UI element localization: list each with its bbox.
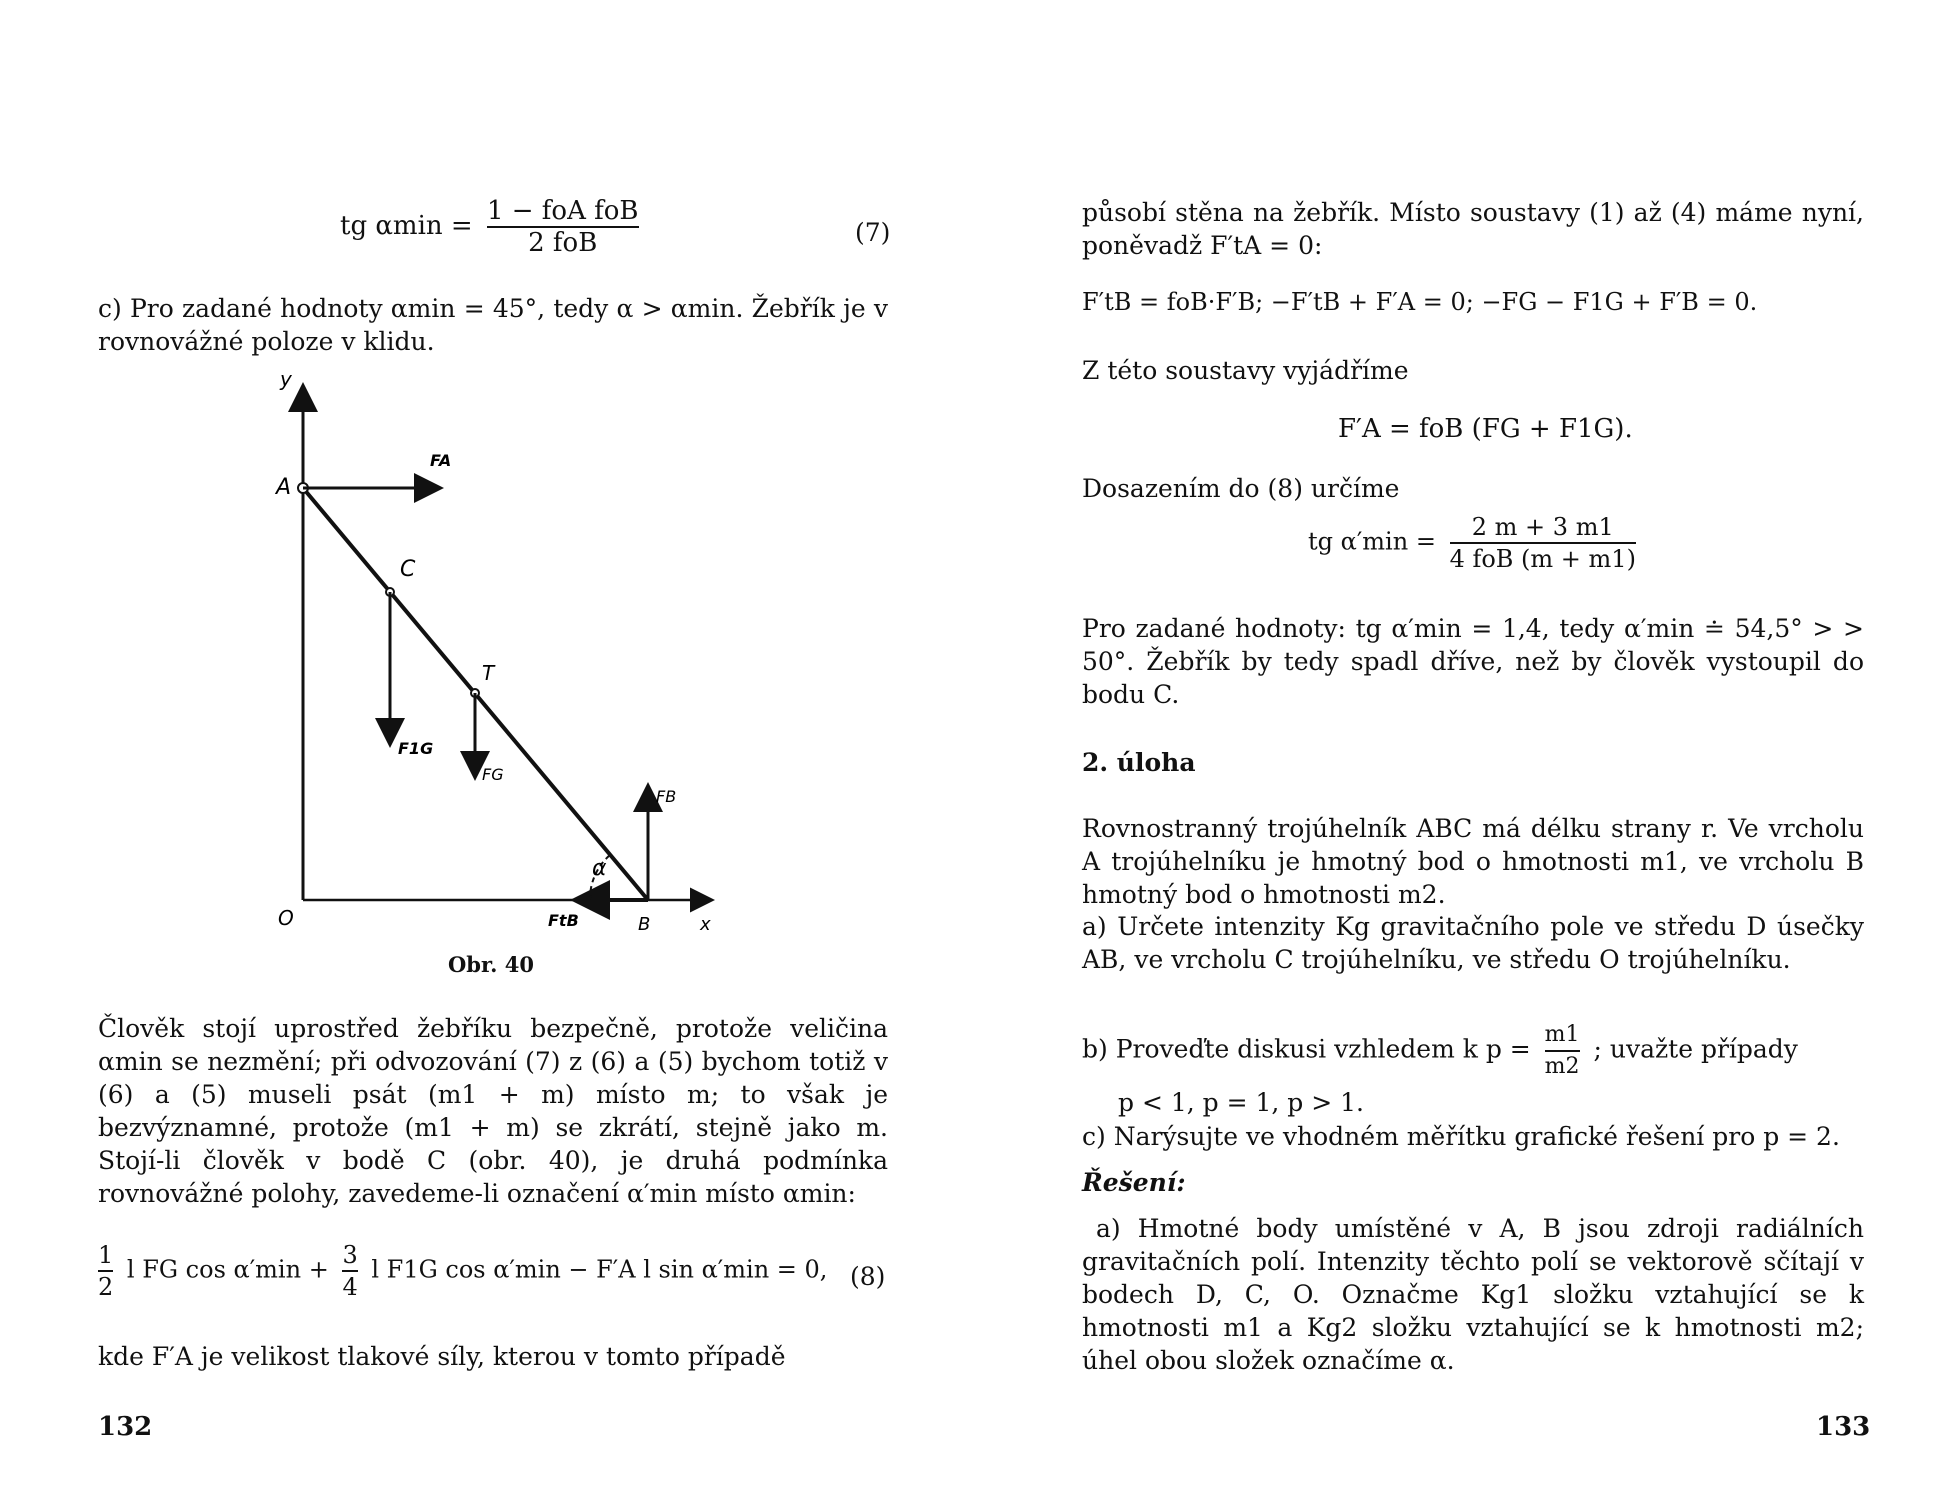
paragraph-triangle: Rovnostranný trojúhelník ABC má délku strany r. Ve vrcholu A trojúhelníku je hmotný bod o hmotnosti m1, ve vrcholu B hmotný bod o hmotnosti m2. [1082, 814, 1864, 909]
equation-number: (8) [850, 1262, 886, 1291]
fraction-denominator: m2 [1545, 1050, 1580, 1082]
equation-7 [340, 196, 645, 258]
fraction-numerator: 1 − foA foB [486, 196, 639, 226]
label-y: y [280, 370, 292, 391]
equation-lhs: tg α′min = [1308, 527, 1436, 556]
paragraph-dosazenim: Dosazením do (8) určíme [1082, 474, 1400, 503]
label-f1g: F1G [398, 739, 434, 758]
label-fa: FA [430, 451, 452, 470]
task-item-b [1082, 1020, 1864, 1082]
label-a: A [276, 475, 292, 500]
equation-lhs: tg αmin = [340, 211, 473, 241]
fraction-denominator: 2 foB [487, 226, 639, 258]
fraction-numerator: 3 [342, 1241, 358, 1269]
figure-caption: Obr. 40 [448, 952, 534, 977]
label-alpha: α [592, 856, 607, 881]
paragraph-top: působí stěna na žebřík. Místo soustavy (1) až (4) máme nyní, poněvadž F′tA = 0: [1082, 198, 1864, 260]
label-fg: FG [482, 765, 504, 784]
label-x: x [700, 914, 711, 930]
equation-fa: F′A = foB (FG + F1G). [1338, 414, 1633, 444]
fraction-denominator: 4 foB (m + m1) [1450, 542, 1636, 574]
fraction-numerator: 1 [98, 1241, 114, 1269]
label-fb: FB [656, 787, 677, 806]
fraction-denominator: 2 [98, 1270, 113, 1302]
equation-system: F′tB = foB·F′B; −F′tB + F′A = 0; −FG − F1G + F′B = 0. [1082, 288, 1758, 316]
equation-fraction [342, 1240, 357, 1302]
paragraph-solution: a) Hmotné body umístěné v A, B jsou zdroji radiálních gravitačních polí. Intenzity těchto polí se vektorově sčítají v bodech D, C, O. Označme Kg1 složku vztahující se k hmotnosti m1 a Kg2 složku vztahující se k hmotnosti m2; úhel obou složek označíme α. [1082, 1214, 1864, 1375]
task-b-text: ; uvažte případy [1593, 1034, 1798, 1064]
equation-tg [1308, 512, 1642, 574]
section-heading: 2. úloha [1082, 748, 1196, 777]
paragraph-man: Člověk stojí uprostřed žebříku bezpečně, protože veličina αmin se nezmění; při odvozování (7) z (6) a (5) bychom totiž v (6) a (5) museli psát (m1 + m) místo m; to však je bezvýznamné, protože (m1 + m) se zkrátí, stejně jako m. Stojí-li člověk v bodě C (obr. 40), je druhá podmínka rovnovážné polohy, zavedeme-li označení α′min místo αmin: [98, 1014, 888, 1208]
paragraph-c: c) Pro zadané hodnoty αmin = 45°, tedy α > αmin. Žebřík je v rovnovážné poloze v klidu. [98, 294, 888, 356]
fraction-numerator: 2 m + 3 m1 [1471, 513, 1614, 541]
task-item-b-cases: p < 1, p = 1, p > 1. [1118, 1088, 1364, 1117]
paragraph-z: Z této soustavy vyjádříme [1082, 356, 1409, 385]
equation-fraction [98, 1240, 113, 1302]
paragraph-pro: Pro zadané hodnoty: tg α′min = 1,4, tedy α′min ≐ 54,5° > > 50°. Žebřík by tedy spadl dříve, než by člověk vystoupil do bodu C. [1082, 614, 1864, 709]
equation-fraction [1545, 1020, 1580, 1082]
task-b-text: b) Proveďte diskusi vzhledem k p = [1082, 1034, 1531, 1064]
task-item-a: a) Určete intenzity Kg gravitačního pole ve středu D úsečky AB, ve vrcholu C trojúhelníku, ve středu O trojúhelníku. [1082, 912, 1864, 974]
equation-fraction [1450, 512, 1636, 574]
equation-term: l F1G cos α′min − F′A l sin α′min = 0, [371, 1255, 828, 1284]
fraction-numerator: m1 [1544, 1022, 1580, 1047]
label-o: O [278, 906, 294, 930]
label-t: T [482, 661, 495, 685]
equation-term: l FG cos α′min + [126, 1255, 329, 1284]
page-number: 133 [1816, 1412, 1871, 1442]
fraction-denominator: 4 [342, 1270, 357, 1302]
equation-8 [92, 1240, 827, 1302]
task-item-c: c) Narýsujte ve vhodném měřítku grafické řešení pro p = 2. [1082, 1122, 1840, 1151]
label-ftb: FtB [548, 911, 579, 930]
equation-number: (7) [855, 218, 891, 247]
solution-label: Řešení: [1082, 1168, 1186, 1197]
label-b: B [638, 914, 651, 930]
right-page [978, 0, 1956, 1500]
label-c: C [400, 557, 416, 582]
paragraph-kde: kde F′A je velikost tlakové síly, kterou v tomto případě [98, 1342, 786, 1371]
ladder-figure [250, 370, 730, 930]
equation-fraction [487, 196, 639, 258]
page-number: 132 [98, 1412, 153, 1442]
